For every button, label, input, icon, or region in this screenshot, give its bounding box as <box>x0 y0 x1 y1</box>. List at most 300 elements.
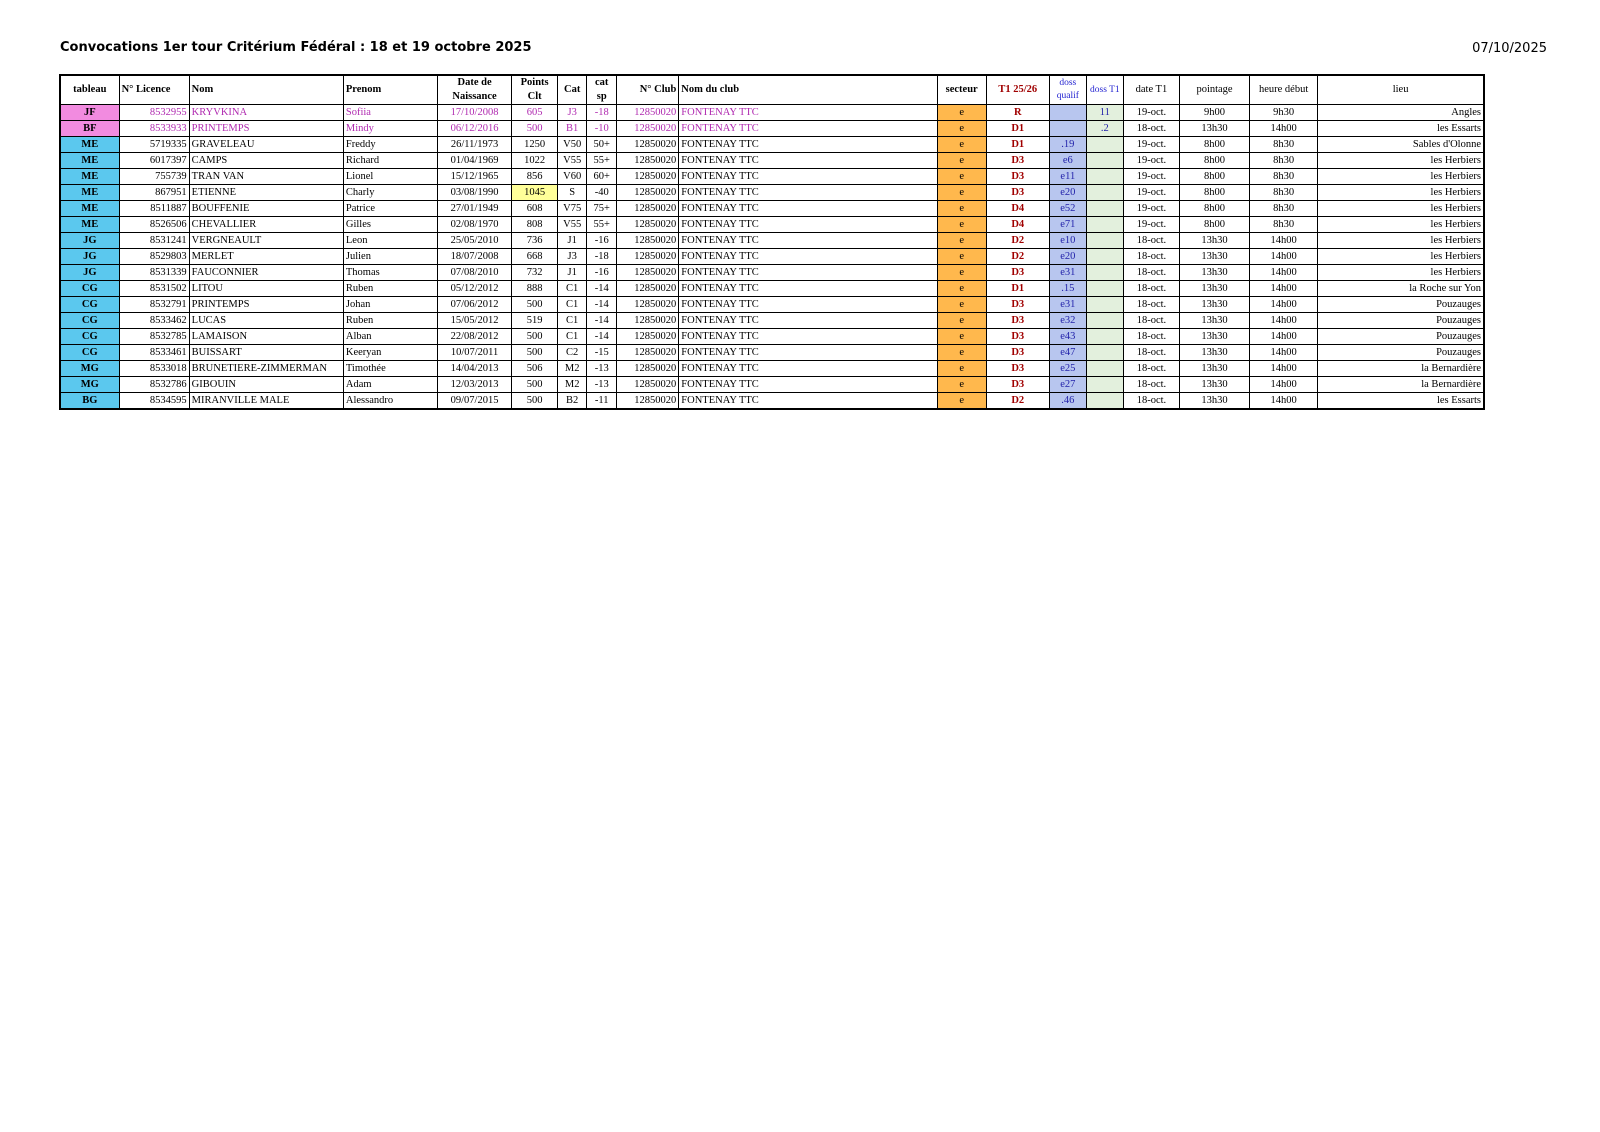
table-row <box>60 329 1484 345</box>
cell-doss-qualif: .46 <box>1049 393 1086 410</box>
cell-prenom: Gilles <box>343 217 437 233</box>
cell-catsp: -14 <box>587 281 617 297</box>
cell-club: FONTENAY TTC <box>679 201 937 217</box>
cell-doss-t1 <box>1086 329 1123 345</box>
cell-pointage: 13h30 <box>1179 329 1249 345</box>
cell-date-t1: 18-oct. <box>1123 377 1179 393</box>
cell-date-t1: 18-oct. <box>1123 393 1179 410</box>
cell-tableau: CG <box>60 329 119 345</box>
cell-points: 500 <box>512 377 558 393</box>
cell-secteur: e <box>937 281 986 297</box>
cell-tableau: JG <box>60 249 119 265</box>
cell-licence: 867951 <box>119 185 189 201</box>
cell-naissance: 10/07/2011 <box>438 345 512 361</box>
cell-tableau: CG <box>60 281 119 297</box>
cell-nom: LUCAS <box>189 313 343 329</box>
cell-points: 888 <box>512 281 558 297</box>
cell-prenom: Ruben <box>343 313 437 329</box>
cell-pointage: 13h30 <box>1179 393 1249 410</box>
cell-doss-t1 <box>1086 217 1123 233</box>
cell-points: 732 <box>512 265 558 281</box>
table-row <box>60 281 1484 297</box>
cell-licence: 6017397 <box>119 153 189 169</box>
table-row <box>60 313 1484 329</box>
cell-points: 856 <box>512 169 558 185</box>
cell-cat: C1 <box>558 313 587 329</box>
table-row <box>60 297 1484 313</box>
cell-secteur: e <box>937 265 986 281</box>
cell-doss-t1 <box>1086 201 1123 217</box>
cell-lieu: Angles <box>1318 105 1484 121</box>
cell-doss-t1 <box>1086 153 1123 169</box>
cell-tableau: ME <box>60 185 119 201</box>
cell-club-no: 12850020 <box>617 249 679 265</box>
cell-doss-qualif: e25 <box>1049 361 1086 377</box>
cell-nom: BUISSART <box>189 345 343 361</box>
cell-doss-qualif <box>1049 121 1086 137</box>
cell-tableau: MG <box>60 377 119 393</box>
cell-t1: D3 <box>986 297 1049 313</box>
cell-lieu: les Essarts <box>1318 393 1484 410</box>
cell-doss-qualif: .15 <box>1049 281 1086 297</box>
cell-t1: D1 <box>986 137 1049 153</box>
cell-club: FONTENAY TTC <box>679 137 937 153</box>
cell-t1: D3 <box>986 377 1049 393</box>
cell-heure: 14h00 <box>1250 345 1318 361</box>
cell-tableau: JG <box>60 233 119 249</box>
cell-club-no: 12850020 <box>617 313 679 329</box>
cell-secteur: e <box>937 153 986 169</box>
cell-date-t1: 19-oct. <box>1123 201 1179 217</box>
cell-prenom: Alessandro <box>343 393 437 410</box>
cell-points: 608 <box>512 201 558 217</box>
cell-club-no: 12850020 <box>617 393 679 410</box>
cell-pointage: 8h00 <box>1179 153 1249 169</box>
col-header-points: Points Clt <box>512 75 558 105</box>
cell-lieu: les Herbiers <box>1318 217 1484 233</box>
cell-date-t1: 18-oct. <box>1123 281 1179 297</box>
cell-t1: D3 <box>986 153 1049 169</box>
cell-date-t1: 19-oct. <box>1123 217 1179 233</box>
cell-nom: BOUFFENIE <box>189 201 343 217</box>
cell-naissance: 25/05/2010 <box>438 233 512 249</box>
cell-club: FONTENAY TTC <box>679 249 937 265</box>
cell-naissance: 27/01/1949 <box>438 201 512 217</box>
table-row <box>60 233 1484 249</box>
cell-licence: 8531502 <box>119 281 189 297</box>
cell-secteur: e <box>937 345 986 361</box>
cell-heure: 14h00 <box>1250 281 1318 297</box>
table-row <box>60 361 1484 377</box>
cell-naissance: 18/07/2008 <box>438 249 512 265</box>
cell-secteur: e <box>937 105 986 121</box>
cell-club-no: 12850020 <box>617 329 679 345</box>
col-header-lieu: lieu <box>1318 75 1484 105</box>
cell-date-t1: 18-oct. <box>1123 233 1179 249</box>
cell-club: FONTENAY TTC <box>679 393 937 410</box>
cell-tableau: ME <box>60 217 119 233</box>
cell-nom: MERLET <box>189 249 343 265</box>
cell-doss-qualif: e20 <box>1049 185 1086 201</box>
table-row <box>60 185 1484 201</box>
cell-date-t1: 18-oct. <box>1123 313 1179 329</box>
cell-t1: D1 <box>986 121 1049 137</box>
cell-catsp: 60+ <box>587 169 617 185</box>
table-row <box>60 265 1484 281</box>
table-row <box>60 137 1484 153</box>
cell-points: 808 <box>512 217 558 233</box>
cell-secteur: e <box>937 201 986 217</box>
cell-doss-t1 <box>1086 361 1123 377</box>
cell-points: 1022 <box>512 153 558 169</box>
cell-date-t1: 18-oct. <box>1123 121 1179 137</box>
cell-catsp: -15 <box>587 345 617 361</box>
cell-heure: 14h00 <box>1250 361 1318 377</box>
cell-catsp: -11 <box>587 393 617 410</box>
cell-nom: PRINTEMPS <box>189 297 343 313</box>
cell-heure: 14h00 <box>1250 265 1318 281</box>
cell-licence: 8529803 <box>119 249 189 265</box>
cell-cat: B1 <box>558 121 587 137</box>
cell-lieu: la Bernardière <box>1318 361 1484 377</box>
table-row <box>60 169 1484 185</box>
cell-naissance: 03/08/1990 <box>438 185 512 201</box>
cell-t1: D4 <box>986 217 1049 233</box>
cell-pointage: 8h00 <box>1179 169 1249 185</box>
col-header-club: Nom du club <box>679 75 937 105</box>
col-header-licence: N° Licence <box>119 75 189 105</box>
cell-heure: 14h00 <box>1250 249 1318 265</box>
cell-prenom: Lionel <box>343 169 437 185</box>
cell-t1: D1 <box>986 281 1049 297</box>
cell-points: 500 <box>512 297 558 313</box>
cell-cat: V55 <box>558 217 587 233</box>
document-date: 07/10/2025 <box>1472 41 1547 56</box>
cell-date-t1: 19-oct. <box>1123 185 1179 201</box>
cell-t1: D2 <box>986 249 1049 265</box>
cell-naissance: 17/10/2008 <box>438 105 512 121</box>
convocations-table <box>59 74 1485 410</box>
cell-club-no: 12850020 <box>617 217 679 233</box>
cell-lieu: Pouzauges <box>1318 345 1484 361</box>
cell-club: FONTENAY TTC <box>679 297 937 313</box>
cell-club-no: 12850020 <box>617 281 679 297</box>
cell-t1: D3 <box>986 329 1049 345</box>
cell-doss-qualif: e6 <box>1049 153 1086 169</box>
cell-lieu: les Herbiers <box>1318 233 1484 249</box>
cell-prenom: Johan <box>343 297 437 313</box>
cell-prenom: Leon <box>343 233 437 249</box>
cell-nom: BRUNETIERE-ZIMMERMAN <box>189 361 343 377</box>
cell-naissance: 01/04/1969 <box>438 153 512 169</box>
cell-prenom: Patrice <box>343 201 437 217</box>
cell-doss-t1: .2 <box>1086 121 1123 137</box>
cell-cat: C1 <box>558 281 587 297</box>
cell-points: 506 <box>512 361 558 377</box>
cell-secteur: e <box>937 393 986 410</box>
cell-tableau: ME <box>60 169 119 185</box>
cell-tableau: MG <box>60 361 119 377</box>
cell-doss-qualif: e31 <box>1049 297 1086 313</box>
cell-date-t1: 18-oct. <box>1123 329 1179 345</box>
cell-prenom: Keeryan <box>343 345 437 361</box>
cell-doss-t1 <box>1086 249 1123 265</box>
cell-doss-t1 <box>1086 169 1123 185</box>
cell-cat: M2 <box>558 361 587 377</box>
cell-naissance: 15/05/2012 <box>438 313 512 329</box>
cell-cat: J3 <box>558 105 587 121</box>
cell-lieu: la Bernardière <box>1318 377 1484 393</box>
cell-t1: D3 <box>986 361 1049 377</box>
table-row <box>60 377 1484 393</box>
cell-lieu: Sables d'Olonne <box>1318 137 1484 153</box>
cell-heure: 8h30 <box>1250 169 1318 185</box>
cell-naissance: 06/12/2016 <box>438 121 512 137</box>
cell-t1: D3 <box>986 345 1049 361</box>
cell-lieu: les Herbiers <box>1318 201 1484 217</box>
cell-prenom: Timothée <box>343 361 437 377</box>
cell-doss-qualif: e47 <box>1049 345 1086 361</box>
cell-t1: D3 <box>986 185 1049 201</box>
cell-prenom: Charly <box>343 185 437 201</box>
table-row <box>60 249 1484 265</box>
cell-licence: 755739 <box>119 169 189 185</box>
cell-club-no: 12850020 <box>617 297 679 313</box>
cell-club-no: 12850020 <box>617 233 679 249</box>
cell-nom: GIBOUIN <box>189 377 343 393</box>
cell-licence: 8531339 <box>119 265 189 281</box>
cell-pointage: 13h30 <box>1179 313 1249 329</box>
cell-t1: D3 <box>986 169 1049 185</box>
cell-secteur: e <box>937 233 986 249</box>
cell-lieu: les Herbiers <box>1318 169 1484 185</box>
cell-nom: KRYVKINA <box>189 105 343 121</box>
cell-naissance: 07/08/2010 <box>438 265 512 281</box>
cell-pointage: 13h30 <box>1179 265 1249 281</box>
cell-catsp: -13 <box>587 377 617 393</box>
cell-naissance: 22/08/2012 <box>438 329 512 345</box>
cell-pointage: 13h30 <box>1179 297 1249 313</box>
cell-heure: 8h30 <box>1250 153 1318 169</box>
cell-prenom: Alban <box>343 329 437 345</box>
cell-club-no: 12850020 <box>617 137 679 153</box>
cell-tableau: JF <box>60 105 119 121</box>
cell-doss-qualif: e20 <box>1049 249 1086 265</box>
cell-catsp: -13 <box>587 361 617 377</box>
cell-secteur: e <box>937 361 986 377</box>
cell-club-no: 12850020 <box>617 153 679 169</box>
cell-licence: 5719335 <box>119 137 189 153</box>
cell-club-no: 12850020 <box>617 345 679 361</box>
cell-cat: B2 <box>558 393 587 410</box>
cell-club-no: 12850020 <box>617 361 679 377</box>
cell-catsp: -14 <box>587 297 617 313</box>
cell-licence: 8532786 <box>119 377 189 393</box>
cell-club-no: 12850020 <box>617 121 679 137</box>
col-header-doss-t1: doss T1 <box>1086 75 1123 105</box>
cell-club-no: 12850020 <box>617 169 679 185</box>
cell-tableau: CG <box>60 313 119 329</box>
col-header-heure: heure début <box>1250 75 1318 105</box>
cell-heure: 14h00 <box>1250 377 1318 393</box>
cell-cat: V75 <box>558 201 587 217</box>
cell-cat: J1 <box>558 233 587 249</box>
col-header-cat: Cat <box>558 75 587 105</box>
cell-date-t1: 19-oct. <box>1123 105 1179 121</box>
cell-doss-t1 <box>1086 377 1123 393</box>
cell-club-no: 12850020 <box>617 185 679 201</box>
cell-pointage: 8h00 <box>1179 185 1249 201</box>
cell-date-t1: 18-oct. <box>1123 297 1179 313</box>
cell-prenom: Freddy <box>343 137 437 153</box>
cell-doss-t1 <box>1086 345 1123 361</box>
cell-licence: 8534595 <box>119 393 189 410</box>
cell-prenom: Thomas <box>343 265 437 281</box>
cell-doss-qualif: e31 <box>1049 265 1086 281</box>
col-header-club-no: N° Club <box>617 75 679 105</box>
cell-licence: 8526506 <box>119 217 189 233</box>
cell-club: FONTENAY TTC <box>679 105 937 121</box>
cell-club: FONTENAY TTC <box>679 313 937 329</box>
table-header-row <box>60 75 1484 105</box>
cell-doss-t1: 11 <box>1086 105 1123 121</box>
cell-club: FONTENAY TTC <box>679 329 937 345</box>
cell-club: FONTENAY TTC <box>679 361 937 377</box>
cell-heure: 8h30 <box>1250 185 1318 201</box>
cell-club: FONTENAY TTC <box>679 153 937 169</box>
cell-lieu: les Herbiers <box>1318 249 1484 265</box>
cell-club-no: 12850020 <box>617 201 679 217</box>
cell-date-t1: 18-oct. <box>1123 265 1179 281</box>
cell-heure: 14h00 <box>1250 329 1318 345</box>
cell-tableau: ME <box>60 201 119 217</box>
cell-pointage: 13h30 <box>1179 281 1249 297</box>
cell-catsp: -16 <box>587 233 617 249</box>
cell-prenom: Richard <box>343 153 437 169</box>
cell-pointage: 13h30 <box>1179 377 1249 393</box>
col-header-naissance: Date de Naissance <box>438 75 512 105</box>
cell-catsp: -16 <box>587 265 617 281</box>
cell-date-t1: 18-oct. <box>1123 345 1179 361</box>
cell-heure: 14h00 <box>1250 297 1318 313</box>
cell-secteur: e <box>937 297 986 313</box>
cell-cat: C2 <box>558 345 587 361</box>
cell-catsp: 55+ <box>587 153 617 169</box>
cell-t1: R <box>986 105 1049 121</box>
cell-pointage: 9h00 <box>1179 105 1249 121</box>
cell-prenom: Adam <box>343 377 437 393</box>
cell-club: FONTENAY TTC <box>679 233 937 249</box>
cell-date-t1: 19-oct. <box>1123 137 1179 153</box>
table-row <box>60 201 1484 217</box>
cell-catsp: -18 <box>587 105 617 121</box>
cell-heure: 14h00 <box>1250 121 1318 137</box>
cell-tableau: JG <box>60 265 119 281</box>
cell-secteur: e <box>937 169 986 185</box>
cell-prenom: Sofiia <box>343 105 437 121</box>
cell-catsp: -40 <box>587 185 617 201</box>
cell-points: 500 <box>512 393 558 410</box>
cell-doss-qualif: e43 <box>1049 329 1086 345</box>
cell-heure: 14h00 <box>1250 393 1318 410</box>
cell-points: 1045 <box>512 185 558 201</box>
cell-club: FONTENAY TTC <box>679 217 937 233</box>
cell-tableau: BF <box>60 121 119 137</box>
cell-licence: 8533018 <box>119 361 189 377</box>
cell-licence: 8533462 <box>119 313 189 329</box>
cell-heure: 8h30 <box>1250 137 1318 153</box>
cell-naissance: 07/06/2012 <box>438 297 512 313</box>
cell-points: 668 <box>512 249 558 265</box>
cell-cat: J1 <box>558 265 587 281</box>
cell-doss-qualif: e71 <box>1049 217 1086 233</box>
col-header-date-t1: date T1 <box>1123 75 1179 105</box>
col-header-nom: Nom <box>189 75 343 105</box>
cell-club: FONTENAY TTC <box>679 185 937 201</box>
cell-club: FONTENAY TTC <box>679 281 937 297</box>
cell-heure: 14h00 <box>1250 233 1318 249</box>
cell-lieu: les Herbiers <box>1318 265 1484 281</box>
cell-nom: CHEVALLIER <box>189 217 343 233</box>
col-header-t1: T1 25/26 <box>986 75 1049 105</box>
table-row <box>60 105 1484 121</box>
cell-nom: TRAN VAN <box>189 169 343 185</box>
cell-secteur: e <box>937 377 986 393</box>
cell-cat: C1 <box>558 297 587 313</box>
cell-catsp: -18 <box>587 249 617 265</box>
col-header-pointage: pointage <box>1179 75 1249 105</box>
cell-licence: 8511887 <box>119 201 189 217</box>
cell-cat: V60 <box>558 169 587 185</box>
cell-lieu: les Essarts <box>1318 121 1484 137</box>
cell-doss-t1 <box>1086 297 1123 313</box>
table-row <box>60 217 1484 233</box>
cell-tableau: BG <box>60 393 119 410</box>
cell-doss-t1 <box>1086 281 1123 297</box>
cell-nom: FAUCONNIER <box>189 265 343 281</box>
cell-heure: 14h00 <box>1250 313 1318 329</box>
cell-naissance: 09/07/2015 <box>438 393 512 410</box>
cell-pointage: 8h00 <box>1179 201 1249 217</box>
cell-licence: 8533933 <box>119 121 189 137</box>
cell-date-t1: 18-oct. <box>1123 249 1179 265</box>
cell-cat: J3 <box>558 249 587 265</box>
cell-heure: 8h30 <box>1250 217 1318 233</box>
cell-club: FONTENAY TTC <box>679 169 937 185</box>
cell-prenom: Julien <box>343 249 437 265</box>
cell-tableau: ME <box>60 153 119 169</box>
cell-points: 519 <box>512 313 558 329</box>
cell-points: 1250 <box>512 137 558 153</box>
cell-t1: D4 <box>986 201 1049 217</box>
cell-doss-qualif: e10 <box>1049 233 1086 249</box>
cell-licence: 8531241 <box>119 233 189 249</box>
cell-club: FONTENAY TTC <box>679 265 937 281</box>
cell-licence: 8532785 <box>119 329 189 345</box>
cell-lieu: les Herbiers <box>1318 153 1484 169</box>
cell-nom: LAMAISON <box>189 329 343 345</box>
cell-doss-t1 <box>1086 265 1123 281</box>
cell-secteur: e <box>937 329 986 345</box>
cell-club: FONTENAY TTC <box>679 345 937 361</box>
col-header-doss-qualif: doss qualif <box>1049 75 1086 105</box>
table-row <box>60 121 1484 137</box>
cell-doss-qualif: e52 <box>1049 201 1086 217</box>
cell-catsp: -14 <box>587 329 617 345</box>
cell-cat: V55 <box>558 153 587 169</box>
cell-catsp: -14 <box>587 313 617 329</box>
cell-t1: D2 <box>986 233 1049 249</box>
